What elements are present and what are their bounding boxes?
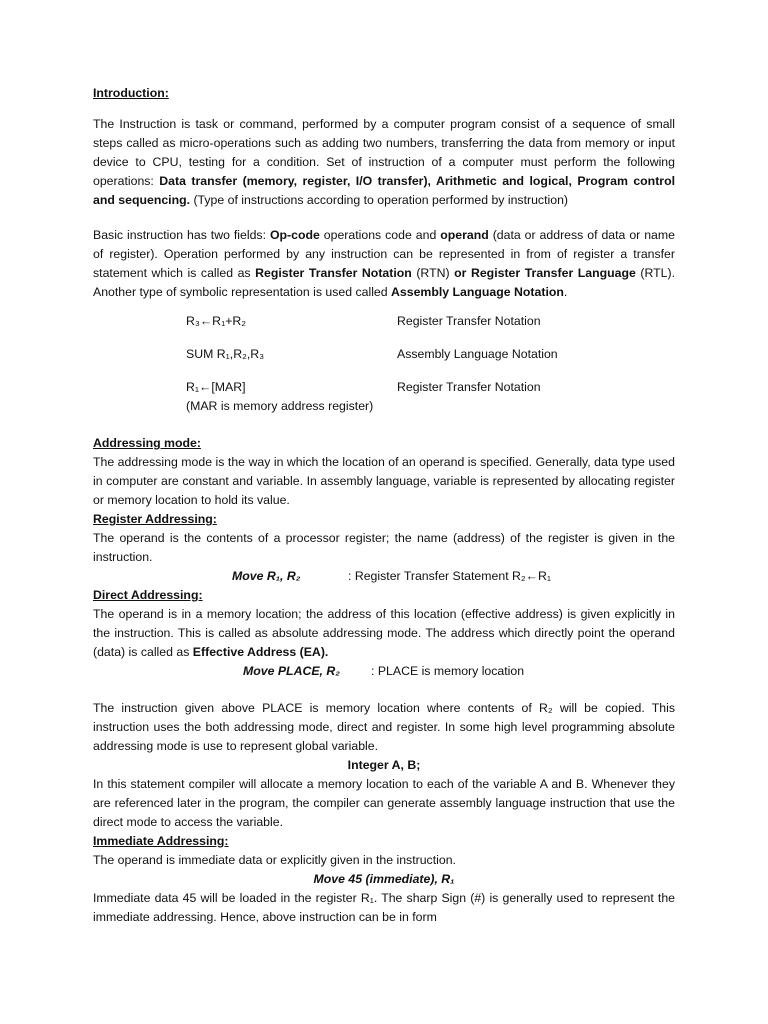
- register-example-desc: : Register Transfer Statement R₂←R₁: [348, 569, 552, 583]
- register-heading: Register Addressing:: [93, 512, 217, 526]
- intro-p2-rtn: Register Transfer Notation: [255, 266, 412, 280]
- direct-heading: Direct Addressing:: [93, 588, 203, 602]
- direct-ea: Effective Address (EA).: [192, 645, 329, 659]
- notation-right: Register Transfer Notation: [397, 314, 541, 328]
- direct-example-code: Move PLACE, R₂: [243, 664, 340, 678]
- notation-left: R₃←R₁+R₂: [186, 314, 247, 328]
- direct-text-a: The operand is in a memory location; the address of this location (effective address) is given explicitly in the instruction. This is called as absolute addressing mode. The address which directly point the operand (data) is called as: [93, 607, 675, 659]
- direct-example: [93, 662, 675, 681]
- register-example-code: Move R₁, R₂: [232, 569, 301, 583]
- immediate-paragraph-2: Immediate data 45 will be loaded in the register R₁. The sharp Sign (#) is generally used to represent the immediate addressing. Hence, above instruction can be in form: [93, 891, 675, 924]
- direct-paragraph-3: In this statement compiler will allocate a memory location to each of the variable A and B. Whenever they are referenced later in the program, the compiler can generate assembly language instruction that use the direct mode to access the variable.: [93, 777, 675, 829]
- intro-p2-opcode: Op-code: [269, 228, 320, 242]
- integer-declaration: Integer A, B;: [347, 758, 421, 772]
- intro-p2-text-c: operations code and: [319, 228, 441, 242]
- notation-table: [93, 312, 675, 416]
- document-page: [93, 84, 675, 927]
- register-example: [93, 567, 675, 586]
- immediate-heading: Immediate Addressing:: [93, 834, 229, 848]
- intro-p2-text-i: (RTL). Another type of symbolic representation is used called: [93, 266, 675, 299]
- intro-p1-note: (Type of instructions according to operation performed by instruction): [190, 193, 569, 207]
- register-text: The operand is the contents of a processor register; the name (address) of the register is given in the instruction.: [93, 531, 675, 564]
- mar-note-row: [93, 397, 675, 416]
- intro-p2-text-g: (RTN): [411, 266, 455, 280]
- notation-right: Register Transfer Notation: [397, 380, 541, 394]
- notation-row: [93, 345, 675, 364]
- intro-paragraph-1: [93, 115, 675, 210]
- addressing-heading: Addressing mode:: [93, 436, 201, 450]
- intro-p2-text-a: Basic instruction has two fields:: [93, 228, 270, 242]
- intro-p2-aln: Assembly Language Notation: [391, 285, 564, 299]
- immediate-example-code: Move 45 (immediate), R₁: [313, 872, 455, 886]
- addressing-text: The addressing mode is the way in which the location of an operand is specified. Generally, data type used in computer are constant and variable. In assembly language, variable is represented by allocating register or memory location to hold its value.: [93, 455, 675, 507]
- intro-p2-rtl: or Register Transfer Language: [454, 266, 636, 280]
- intro-p2-operand: operand: [440, 228, 489, 242]
- intro-p2-text-e: (data or address of data or name of register). Operation performed by any instruction can be represented in from of register a transfer statement which is called as: [93, 228, 675, 280]
- intro-p1-bold: Data transfer (memory, register, I/O transfer), Arithmetic and logical, Program control and sequencing.: [93, 174, 675, 207]
- direct-example-desc: : PLACE is memory location: [371, 664, 525, 678]
- intro-heading: Introduction:: [93, 86, 169, 100]
- notation-row: [93, 378, 675, 397]
- direct-text: [93, 605, 675, 662]
- intro-paragraph-2: [93, 226, 675, 302]
- intro-p1-text: The Instruction is task or command, performed by a computer program consist of a sequence of small steps called as micro-operations such as adding two numbers, transferring the data from memory or input device to CPU, testing for a condition. Set of instruction of a computer must perform the following operations:: [93, 117, 675, 188]
- immediate-text: The operand is immediate data or explicitly given in the instruction.: [93, 853, 456, 867]
- notation-row: [93, 312, 675, 331]
- intro-p2-text-k: .: [563, 285, 568, 299]
- notation-left: SUM R₁,R₂,R₃: [186, 347, 265, 361]
- mar-note: (MAR is memory address register): [186, 399, 374, 413]
- notation-left: R₁←[MAR]: [186, 380, 246, 394]
- notation-right: Assembly Language Notation: [397, 347, 558, 361]
- direct-paragraph-2: The instruction given above PLACE is memory location where contents of R₂ will be copied. This instruction uses the both addressing mode, direct and register. In some high level programming absolute addressing mode is use to represent global variable.: [93, 701, 675, 753]
